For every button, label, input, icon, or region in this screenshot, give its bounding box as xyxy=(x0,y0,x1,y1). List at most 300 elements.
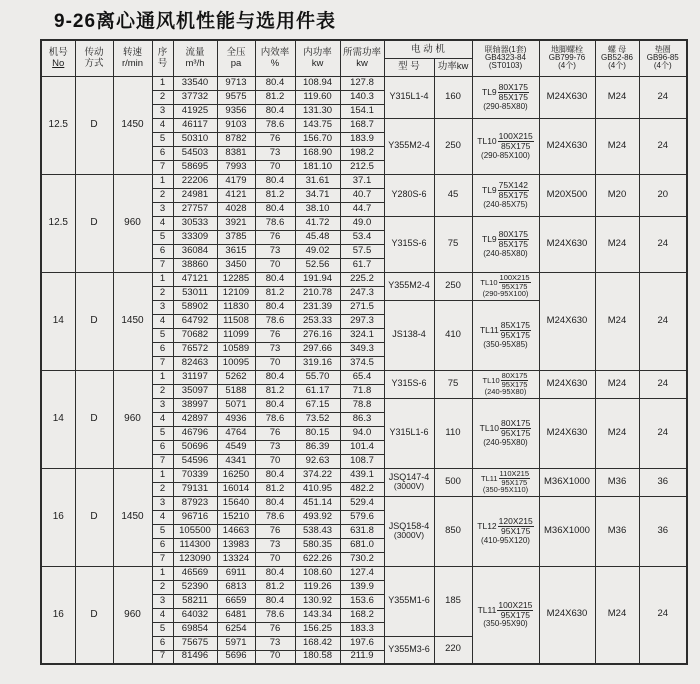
cell-efficiency: 70 xyxy=(255,356,295,370)
cell-required-power: 271.5 xyxy=(340,300,384,314)
cell-seq: 6 xyxy=(152,636,173,650)
cell-drive-mode: D xyxy=(75,566,113,664)
cell-flow: 69854 xyxy=(173,622,217,636)
cell-seq: 5 xyxy=(152,426,173,440)
motor-voltage-text: (3000V) xyxy=(393,530,425,541)
cell-efficiency: 78.6 xyxy=(255,216,295,230)
cell-efficiency: 73 xyxy=(255,636,295,650)
motor-model-text: JS138-4 xyxy=(392,329,426,340)
cell-motor-power: 220 xyxy=(434,636,472,664)
motor-model-text: Y355M3-6 xyxy=(388,644,430,655)
cell-inner-power: 156.70 xyxy=(295,132,340,146)
cell-pressure: 4028 xyxy=(217,202,255,216)
cell-inner-power: 49.02 xyxy=(295,244,340,258)
cell-motor-model xyxy=(384,398,434,468)
cell-inner-power: 319.16 xyxy=(295,356,340,370)
coupling-type: TL11 xyxy=(479,324,499,335)
cell-drive-mode: D xyxy=(75,76,113,174)
cell-machine-no: 12.5 xyxy=(41,174,75,272)
table-row xyxy=(41,76,687,90)
cell-inner-power: 143.75 xyxy=(295,118,340,132)
cell-coupling xyxy=(472,300,539,370)
cell-pressure: 11830 xyxy=(217,300,255,314)
cell-required-power: 153.6 xyxy=(340,594,384,608)
cell-pressure: 6254 xyxy=(217,622,255,636)
cell-efficiency: 80.4 xyxy=(255,76,295,90)
cell-flow: 36084 xyxy=(173,244,217,258)
cell-washer: 20 xyxy=(639,174,687,216)
cell-inner-power: 86.39 xyxy=(295,440,340,454)
cell-seq: 4 xyxy=(152,510,173,524)
cell-anchor-bolt: M24X630 xyxy=(539,370,595,398)
cell-inner-power: 119.26 xyxy=(295,580,340,594)
cell-efficiency: 81.2 xyxy=(255,580,295,594)
cell-inner-power: 45.48 xyxy=(295,230,340,244)
cell-inner-power: 131.30 xyxy=(295,104,340,118)
col-header-machine-no: 机号 No xyxy=(41,40,75,76)
motor-model-text: Y355M2-4 xyxy=(388,280,430,291)
cell-flow: 79131 xyxy=(173,482,217,496)
cell-inner-power: 73.52 xyxy=(295,412,340,426)
coupling-fraction: $\frac{80X175}{85X175}$ xyxy=(498,228,528,250)
cell-pressure: 5262 xyxy=(217,370,255,384)
coupling-fraction: $\frac{120X215}{95X175}$ xyxy=(498,515,533,537)
cell-seq: 4 xyxy=(152,314,173,328)
coupling-note: (240-85X80) xyxy=(483,248,528,258)
cell-efficiency: 76 xyxy=(255,328,295,342)
cell-required-power: 247.3 xyxy=(340,286,384,300)
coupling-note: (290-85X80) xyxy=(483,101,528,111)
cell-efficiency: 78.6 xyxy=(255,118,295,132)
coupling-type: TL9 xyxy=(482,86,497,97)
cell-seq: 2 xyxy=(152,90,173,104)
cell-pressure: 7993 xyxy=(217,160,255,174)
cell-inner-power: 210.78 xyxy=(295,286,340,300)
coupling-note: (290-95X100) xyxy=(482,288,529,298)
cell-flow: 31197 xyxy=(173,370,217,384)
cell-seq: 1 xyxy=(152,370,173,384)
cell-inner-power: 580.35 xyxy=(295,538,340,552)
motor-model-text: Y355M1-6 xyxy=(388,595,430,606)
cell-inner-power: 31.61 xyxy=(295,174,340,188)
cell-motor-power: 75 xyxy=(434,216,472,272)
cell-machine-no: 12.5 xyxy=(41,76,75,174)
page-title: 9-26离心通风机性能与选用件表 xyxy=(54,11,337,32)
cell-coupling xyxy=(472,76,539,118)
cell-seq: 3 xyxy=(152,496,173,510)
cell-required-power: 297.3 xyxy=(340,314,384,328)
cell-washer: 36 xyxy=(639,468,687,496)
coupling-type: TL9 xyxy=(482,184,497,195)
coupling-spec xyxy=(473,517,539,537)
cell-efficiency: 81.2 xyxy=(255,482,295,496)
cell-efficiency: 70 xyxy=(255,454,295,468)
coupling-type: TL12 xyxy=(477,520,497,531)
cell-seq: 7 xyxy=(152,160,173,174)
cell-flow: 46569 xyxy=(173,566,217,580)
cell-required-power: 211.9 xyxy=(340,650,384,664)
coupling-fraction: $\frac{80X175}{85X175}$ xyxy=(498,81,528,103)
cell-pressure: 16250 xyxy=(217,468,255,482)
cell-inner-power: 451.14 xyxy=(295,496,340,510)
cell-pressure: 3615 xyxy=(217,244,255,258)
cell-machine-no: 14 xyxy=(41,370,75,468)
cell-flow: 46796 xyxy=(173,426,217,440)
cell-required-power: 53.4 xyxy=(340,230,384,244)
motor-model-text: Y280S-6 xyxy=(391,189,427,200)
cell-efficiency: 76 xyxy=(255,426,295,440)
cell-anchor-bolt: M24X630 xyxy=(539,398,595,468)
cell-coupling xyxy=(472,398,539,468)
cell-required-power: 482.2 xyxy=(340,482,384,496)
cell-coupling xyxy=(472,174,539,216)
cell-pressure: 14663 xyxy=(217,524,255,538)
cell-pressure: 9713 xyxy=(217,76,255,90)
cell-efficiency: 80.4 xyxy=(255,566,295,580)
cell-inner-power: 493.92 xyxy=(295,510,340,524)
cell-seq: 6 xyxy=(152,538,173,552)
cell-speed: 960 xyxy=(113,370,152,468)
cell-flow: 114300 xyxy=(173,538,217,552)
page xyxy=(0,6,700,665)
cell-required-power: 198.2 xyxy=(340,146,384,160)
cell-efficiency: 70 xyxy=(255,258,295,272)
cell-motor-model xyxy=(384,272,434,300)
cell-required-power: 631.8 xyxy=(340,524,384,538)
cell-efficiency: 80.4 xyxy=(255,272,295,286)
cell-nut: M24 xyxy=(595,370,639,398)
cell-required-power: 127.4 xyxy=(340,566,384,580)
coupling-spec xyxy=(473,230,539,250)
cell-washer: 36 xyxy=(639,496,687,566)
cell-flow: 50696 xyxy=(173,440,217,454)
cell-pressure: 3785 xyxy=(217,230,255,244)
cell-speed: 960 xyxy=(113,566,152,664)
cell-pressure: 5971 xyxy=(217,636,255,650)
cell-pressure: 3921 xyxy=(217,216,255,230)
coupling-spec xyxy=(473,132,539,152)
cell-anchor-bolt: M24X630 xyxy=(539,76,595,118)
header-row-1 xyxy=(41,40,687,58)
coupling-type: TL10 xyxy=(480,277,498,287)
cell-pressure: 4764 xyxy=(217,426,255,440)
cell-seq: 1 xyxy=(152,566,173,580)
col-header-washer: 垫圈 GB96-85 (4个) xyxy=(639,40,687,76)
col-header-motor-power: 功率kw xyxy=(434,58,472,76)
col-header-flow: 流量 m³/h xyxy=(173,40,217,76)
cell-seq: 1 xyxy=(152,76,173,90)
coupling-spec xyxy=(473,274,539,289)
cell-inner-power: 231.39 xyxy=(295,300,340,314)
cell-required-power: 154.1 xyxy=(340,104,384,118)
cell-coupling xyxy=(472,118,539,174)
cell-flow: 37732 xyxy=(173,90,217,104)
coupling-fraction: $\frac{100X215}{85X175}$ xyxy=(498,130,533,152)
cell-nut: M24 xyxy=(595,76,639,118)
cell-machine-no: 14 xyxy=(41,272,75,370)
cell-inner-power: 34.71 xyxy=(295,188,340,202)
cell-seq: 4 xyxy=(152,118,173,132)
coupling-note: (350-95X90) xyxy=(483,619,528,629)
cell-efficiency: 81.2 xyxy=(255,384,295,398)
cell-efficiency: 81.2 xyxy=(255,90,295,104)
cell-inner-power: 52.56 xyxy=(295,258,340,272)
coupling-note: (350-95X110) xyxy=(482,484,529,494)
coupling-fraction: $\frac{80X175}{95X175}$ xyxy=(501,371,528,389)
cell-required-power: 65.4 xyxy=(340,370,384,384)
cell-flow: 64032 xyxy=(173,608,217,622)
cell-efficiency: 70 xyxy=(255,552,295,566)
coupling-type: TL10 xyxy=(477,135,497,146)
cell-pressure: 12285 xyxy=(217,272,255,286)
table-header xyxy=(41,40,687,76)
coupling-spec xyxy=(473,601,539,621)
cell-required-power: 168.7 xyxy=(340,118,384,132)
cell-inner-power: 108.94 xyxy=(295,76,340,90)
cell-inner-power: 410.95 xyxy=(295,482,340,496)
col-header-nut: 螺 母 GB52-86 (4个) xyxy=(595,40,639,76)
cell-drive-mode: D xyxy=(75,370,113,468)
table-row xyxy=(41,174,687,188)
cell-seq: 3 xyxy=(152,300,173,314)
cell-pressure: 8381 xyxy=(217,146,255,160)
cell-motor-model xyxy=(384,566,434,636)
cell-required-power: 349.3 xyxy=(340,342,384,356)
coupling-type: TL11 xyxy=(480,473,498,483)
cell-flow: 42897 xyxy=(173,412,217,426)
cell-inner-power: 191.94 xyxy=(295,272,340,286)
cell-seq: 3 xyxy=(152,398,173,412)
cell-required-power: 49.0 xyxy=(340,216,384,230)
cell-motor-model xyxy=(384,636,434,664)
cell-flow: 46117 xyxy=(173,118,217,132)
cell-required-power: 197.6 xyxy=(340,636,384,650)
cell-nut: M36 xyxy=(595,496,639,566)
cell-seq: 2 xyxy=(152,188,173,202)
cell-pressure: 12109 xyxy=(217,286,255,300)
cell-pressure: 6481 xyxy=(217,608,255,622)
cell-drive-mode: D xyxy=(75,272,113,370)
cell-flow: 70682 xyxy=(173,328,217,342)
cell-coupling xyxy=(472,216,539,272)
cell-flow: 38860 xyxy=(173,258,217,272)
table-row xyxy=(41,468,687,482)
cell-washer: 24 xyxy=(639,118,687,174)
cell-pressure: 4121 xyxy=(217,188,255,202)
col-header-pressure: 全压 pa xyxy=(217,40,255,76)
cell-flow: 87923 xyxy=(173,496,217,510)
cell-drive-mode: D xyxy=(75,174,113,272)
cell-nut: M24 xyxy=(595,272,639,370)
cell-inner-power: 119.60 xyxy=(295,90,340,104)
cell-motor-model xyxy=(384,370,434,398)
cell-efficiency: 73 xyxy=(255,244,295,258)
cell-required-power: 40.7 xyxy=(340,188,384,202)
cell-seq: 1 xyxy=(152,468,173,482)
cell-required-power: 183.9 xyxy=(340,132,384,146)
cell-washer: 24 xyxy=(639,398,687,468)
cell-flow: 27757 xyxy=(173,202,217,216)
col-header-coupling: 联轴器(1套) GB4323-84 (ST0103) xyxy=(472,40,539,76)
cell-pressure: 10095 xyxy=(217,356,255,370)
cell-efficiency: 78.6 xyxy=(255,412,295,426)
cell-speed: 1450 xyxy=(113,468,152,566)
cell-anchor-bolt: M36X1000 xyxy=(539,496,595,566)
col-header-seq: 序 号 xyxy=(152,40,173,76)
col-header-required-power: 所需功率 kw xyxy=(340,40,384,76)
cell-flow: 58695 xyxy=(173,160,217,174)
cell-efficiency: 76 xyxy=(255,622,295,636)
cell-coupling xyxy=(472,566,539,664)
cell-seq: 6 xyxy=(152,342,173,356)
cell-nut: M36 xyxy=(595,468,639,496)
cell-efficiency: 80.4 xyxy=(255,370,295,384)
cell-pressure: 9575 xyxy=(217,90,255,104)
cell-pressure: 16014 xyxy=(217,482,255,496)
cell-seq: 5 xyxy=(152,524,173,538)
cell-motor-power: 110 xyxy=(434,398,472,468)
cell-efficiency: 81.2 xyxy=(255,286,295,300)
cell-flow: 70339 xyxy=(173,468,217,482)
cell-efficiency: 80.4 xyxy=(255,496,295,510)
motor-model-text: JSQ147-4 xyxy=(388,471,430,482)
cell-pressure: 9356 xyxy=(217,104,255,118)
cell-efficiency: 73 xyxy=(255,538,295,552)
cell-efficiency: 80.4 xyxy=(255,594,295,608)
cell-required-power: 37.1 xyxy=(340,174,384,188)
cell-pressure: 5188 xyxy=(217,384,255,398)
cell-seq: 3 xyxy=(152,594,173,608)
cell-efficiency: 80.4 xyxy=(255,104,295,118)
cell-required-power: 579.6 xyxy=(340,510,384,524)
cell-inner-power: 108.60 xyxy=(295,566,340,580)
cell-required-power: 529.4 xyxy=(340,496,384,510)
cell-pressure: 4549 xyxy=(217,440,255,454)
table-row xyxy=(41,566,687,580)
cell-seq: 5 xyxy=(152,132,173,146)
cell-efficiency: 78.6 xyxy=(255,314,295,328)
cell-pressure: 6659 xyxy=(217,594,255,608)
cell-pressure: 6813 xyxy=(217,580,255,594)
cell-motor-power: 185 xyxy=(434,566,472,636)
cell-required-power: 225.2 xyxy=(340,272,384,286)
cell-efficiency: 76 xyxy=(255,132,295,146)
cell-required-power: 730.2 xyxy=(340,552,384,566)
cell-required-power: 681.0 xyxy=(340,538,384,552)
cell-seq: 2 xyxy=(152,286,173,300)
cell-required-power: 61.7 xyxy=(340,258,384,272)
cell-motor-power: 45 xyxy=(434,174,472,216)
cell-seq: 6 xyxy=(152,440,173,454)
cell-required-power: 108.7 xyxy=(340,454,384,468)
cell-efficiency: 78.6 xyxy=(255,608,295,622)
cell-pressure: 3450 xyxy=(217,258,255,272)
cell-efficiency: 76 xyxy=(255,524,295,538)
cell-seq: 5 xyxy=(152,328,173,342)
cell-flow: 76572 xyxy=(173,342,217,356)
cell-anchor-bolt: M24X630 xyxy=(539,118,595,174)
cell-inner-power: 180.58 xyxy=(295,650,340,664)
motor-model-text: JSQ158-4 xyxy=(388,520,430,531)
coupling-note: (240-85X75) xyxy=(483,199,528,209)
cell-inner-power: 80.15 xyxy=(295,426,340,440)
coupling-fraction: $\frac{80X175}{95X175}$ xyxy=(501,417,531,439)
cell-motor-power: 850 xyxy=(434,496,472,566)
cell-nut: M24 xyxy=(595,118,639,174)
cell-seq: 7 xyxy=(152,356,173,370)
coupling-type: TL11 xyxy=(477,604,497,615)
cell-flow: 105500 xyxy=(173,524,217,538)
coupling-note: (240-95X80) xyxy=(483,437,528,447)
coupling-fraction: $\frac{100X215}{95X175}$ xyxy=(498,599,533,621)
cell-motor-model xyxy=(384,468,434,496)
cell-motor-model xyxy=(384,300,434,370)
cell-pressure: 4341 xyxy=(217,454,255,468)
cell-motor-model xyxy=(384,118,434,174)
cell-inner-power: 92.63 xyxy=(295,454,340,468)
cell-flow: 50310 xyxy=(173,132,217,146)
cell-efficiency: 80.4 xyxy=(255,468,295,482)
cell-washer: 24 xyxy=(639,566,687,664)
cell-inner-power: 130.92 xyxy=(295,594,340,608)
coupling-fraction: $\frac{85X175}{95X175}$ xyxy=(500,319,531,341)
cell-seq: 7 xyxy=(152,258,173,272)
cell-speed: 1450 xyxy=(113,272,152,370)
cell-inner-power: 253.33 xyxy=(295,314,340,328)
col-header-speed: 转速 r/min xyxy=(113,40,152,76)
cell-motor-model xyxy=(384,174,434,216)
cell-flow: 33540 xyxy=(173,76,217,90)
cell-required-power: 71.8 xyxy=(340,384,384,398)
cell-efficiency: 78.6 xyxy=(255,510,295,524)
cell-flow: 24981 xyxy=(173,188,217,202)
cell-efficiency: 73 xyxy=(255,146,295,160)
cell-coupling xyxy=(472,468,539,496)
cell-inner-power: 374.22 xyxy=(295,468,340,482)
cell-efficiency: 73 xyxy=(255,342,295,356)
cell-pressure: 13983 xyxy=(217,538,255,552)
cell-inner-power: 55.70 xyxy=(295,370,340,384)
cell-flow: 58211 xyxy=(173,594,217,608)
cell-coupling xyxy=(472,370,539,398)
cell-efficiency: 73 xyxy=(255,440,295,454)
cell-required-power: 78.8 xyxy=(340,398,384,412)
cell-pressure: 4179 xyxy=(217,174,255,188)
cell-coupling xyxy=(472,272,539,300)
cell-seq: 5 xyxy=(152,622,173,636)
coupling-note: (290-85X100) xyxy=(481,150,530,160)
cell-flow: 82463 xyxy=(173,356,217,370)
cell-inner-power: 61.17 xyxy=(295,384,340,398)
cell-required-power: 86.3 xyxy=(340,412,384,426)
coupling-type: TL10 xyxy=(479,422,500,433)
table-body xyxy=(41,76,687,664)
cell-seq: 2 xyxy=(152,384,173,398)
coupling-fraction: $\frac{100X215}{95X175}$ xyxy=(499,273,530,291)
cell-flow: 58902 xyxy=(173,300,217,314)
cell-flow: 81496 xyxy=(173,650,217,664)
cell-flow: 54503 xyxy=(173,146,217,160)
cell-washer: 24 xyxy=(639,76,687,118)
coupling-spec xyxy=(473,181,539,201)
cell-pressure: 9103 xyxy=(217,118,255,132)
cell-pressure: 6911 xyxy=(217,566,255,580)
col-header-anchor-bolt: 地脚螺栓 GB799-76 (4个) xyxy=(539,40,595,76)
cell-seq: 2 xyxy=(152,482,173,496)
cell-flow: 30533 xyxy=(173,216,217,230)
coupling-type: TL9 xyxy=(482,233,497,244)
coupling-spec xyxy=(473,83,539,103)
